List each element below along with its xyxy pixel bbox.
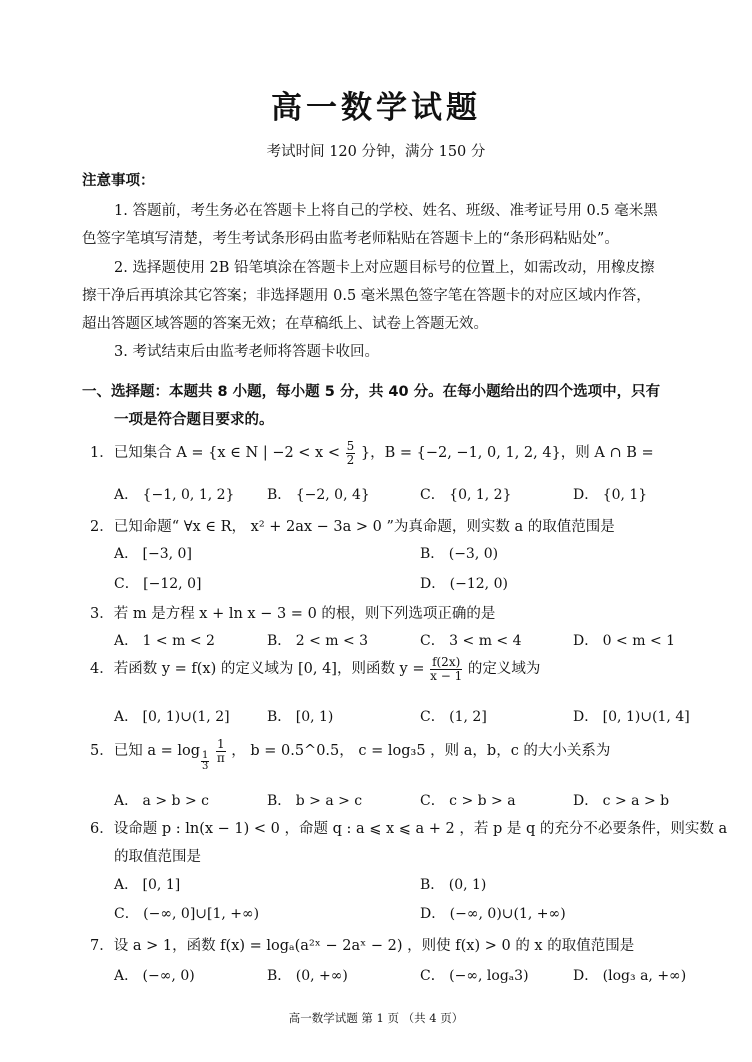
question-1-stem — [90, 440, 654, 466]
exam-subtitle: 考试时间 120 分钟，满分 150 分 — [266, 144, 486, 160]
q2-option-d: D． (−12, 0) — [420, 576, 508, 592]
q3-option-c: C． 3 < m < 4 — [420, 633, 522, 649]
section-heading-cont: 一项是符合题目要求的。 — [114, 412, 274, 428]
log-base-fraction — [201, 751, 209, 773]
question-3-stem: 3．若 m 是方程 x + ln x − 3 = 0 的根，则下列选项正确的是 — [90, 606, 496, 622]
q4-option-b: B． [0, 1) — [267, 709, 334, 725]
q1-pre: 1．已知集合 A = {x ∈ N | −2 < x < — [90, 445, 340, 462]
fraction — [430, 656, 462, 682]
notice-heading: 注意事项： — [82, 172, 155, 189]
q4-post: 的定义域为 — [467, 661, 541, 678]
fraction-denominator: 2 — [346, 452, 355, 467]
question-7-stem: 7．设 a > 1，函数 f(x) = logₐ(a²ˣ − 2aˣ − 2) ，则使 f(x) > 0 的 x 的取值范围是 — [90, 938, 635, 954]
notice-line: 色签字笔填写清楚，考生考试条形码由监考老师粘贴在答题卡上的“条形码粘贴处”。 — [82, 231, 619, 247]
q1-option-a: A． {−1, 0, 1, 2} — [114, 487, 235, 503]
q1-post: }，B = {−2, −1, 0, 1, 2, 4}，则 A ∩ B = — [360, 445, 654, 462]
q3-option-d: D． 0 < m < 1 — [573, 633, 676, 649]
q7-option-c: C． (−∞, logₐ3) — [420, 968, 529, 984]
q7-option-b: B． (0, +∞) — [267, 968, 348, 984]
fraction-numerator: 1 — [216, 737, 225, 751]
question-4-stem — [90, 656, 540, 682]
fraction-denominator: π — [216, 750, 225, 765]
notice-line: 超出答题区域答题的答案无效；在草稿纸上、试卷上答题无效。 — [82, 316, 488, 332]
q5-option-d: D． c > a > b — [573, 793, 670, 809]
q7-option-a: A． (−∞, 0) — [114, 968, 195, 984]
fraction — [216, 738, 226, 764]
section-heading: 一、选择题：本题共 8 小题，每小题 5 分，共 40 分。在每小题给出的四个选项中，只有 — [82, 384, 661, 400]
q6-option-a: A． [0, 1] — [114, 877, 181, 893]
q2-option-a: A． [−3, 0] — [114, 546, 192, 562]
q3-option-a: A． 1 < m < 2 — [114, 633, 215, 649]
q5-post: ， b = 0.5^0.5， c = log₃5 ，则 a，b，c 的大小关系为 — [231, 743, 611, 760]
notice-line: 2. 选择题使用 2B 铅笔填涂在答题卡上对应题目标号的位置上，如需改动，用橡皮擦 — [114, 260, 655, 276]
q6-option-b: B． (0, 1) — [420, 877, 487, 893]
q5-option-b: B． b > a > c — [267, 793, 363, 809]
fraction-denominator: x − 1 — [430, 668, 463, 683]
notice-line: 擦干净后再填涂其它答案；非选择题用 0.5 毫米黑色签字笔在答题卡的对应区域内作答， — [82, 288, 651, 304]
q2-option-b: B． (−3, 0) — [420, 546, 499, 562]
notice-line: 3. 考试结束后由监考老师将答题卡收回。 — [114, 344, 379, 360]
question-6-stem-cont: 的取值范围是 — [114, 849, 201, 865]
q5-pre: 5．已知 a = log — [90, 743, 200, 760]
fraction — [346, 440, 356, 466]
q2-option-c: C． [−12, 0] — [114, 576, 202, 592]
page-footer: 高一数学试题 第 1 页 （共 4 页） — [288, 1011, 464, 1025]
q6-option-c: C． (−∞, 0]∪[1, +∞) — [114, 906, 260, 922]
q1-option-b: B． {−2, 0, 4} — [267, 487, 370, 503]
notice-line: 1. 答题前，考生务必在答题卡上将自己的学校、姓名、班级、准考证号用 0.5 毫米黑 — [114, 203, 658, 219]
fraction-numerator: 5 — [346, 439, 355, 453]
question-5-stem — [90, 738, 610, 773]
q4-pre: 4．若函数 y = f(x) 的定义域为 [0, 4]，则函数 y = — [90, 661, 425, 678]
exam-title: 高一数学试题 — [271, 90, 481, 126]
q6-option-d: D． (−∞, 0)∪(1, +∞) — [420, 906, 566, 922]
q4-option-a: A． [0, 1)∪(1, 2] — [114, 709, 230, 725]
q3-option-b: B． 2 < m < 3 — [267, 633, 369, 649]
q1-option-c: C． {0, 1, 2} — [420, 487, 512, 503]
q7-option-d: D． (log₃ a, +∞) — [573, 968, 687, 984]
q4-option-c: C． (1, 2] — [420, 709, 487, 725]
question-6-stem: 6．设命题 p : ln(x − 1) < 0 ，命题 q : a ⩽ x ⩽ a + 2 ，若 p 是 q 的充分不必要条件，则实数 a — [90, 821, 728, 837]
fraction-numerator: f(2x) — [432, 655, 461, 669]
question-2-stem: 2．已知命题“ ∀x ∈ R， x² + 2ax − 3a > 0 ”为真命题，则实数 a 的取值范围是 — [90, 519, 615, 535]
fraction-numerator: 1 — [202, 749, 209, 761]
q4-option-d: D． [0, 1)∪(1, 4] — [573, 709, 690, 725]
q5-option-c: C． c > b > a — [420, 793, 516, 809]
q5-option-a: A． a > b > c — [114, 793, 209, 809]
q1-option-d: D． {0, 1} — [573, 487, 648, 503]
fraction-denominator: 3 — [202, 761, 209, 773]
